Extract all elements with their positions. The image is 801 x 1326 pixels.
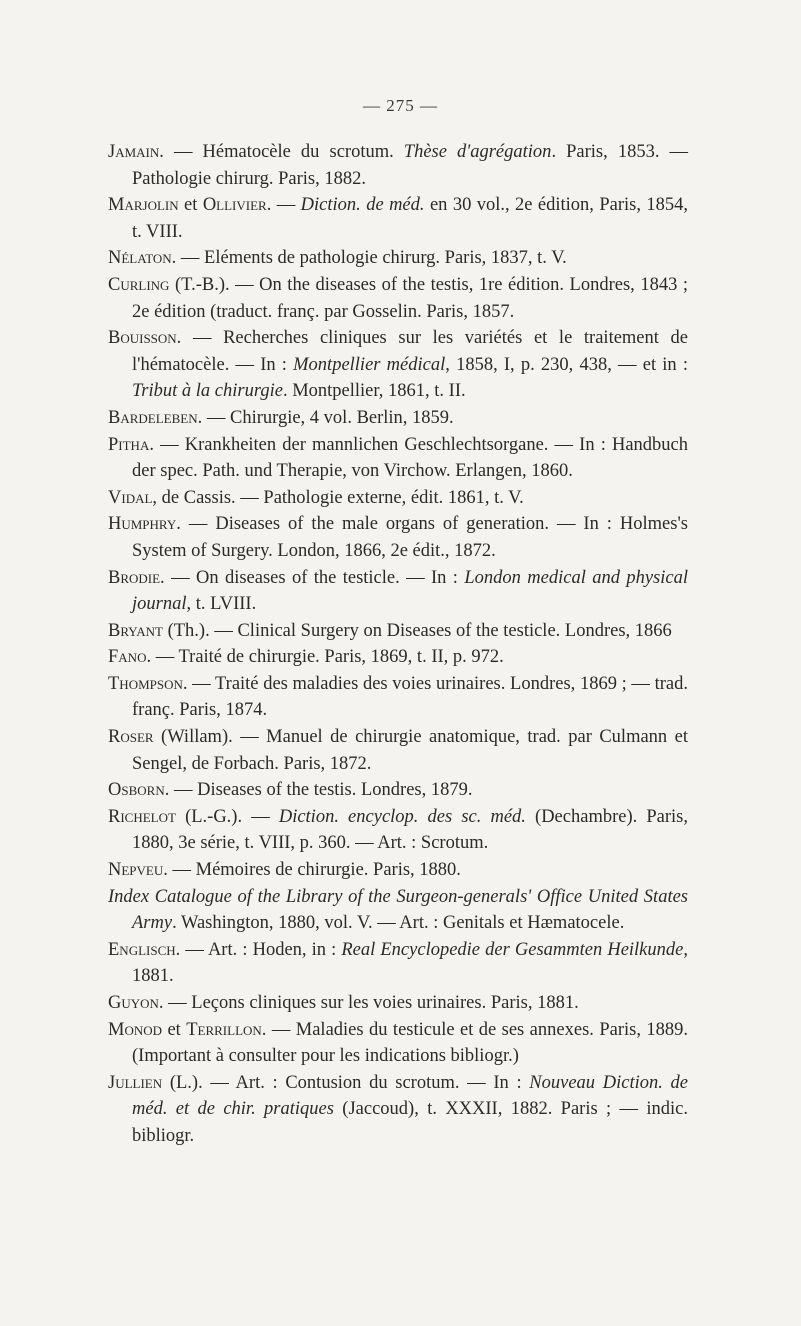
bib-entry bbox=[108, 724, 688, 777]
bib-text: . Paris, 1853. — Pathologie chirurg. Paris, 1882. bbox=[132, 142, 689, 189]
bib-author: Jamain. bbox=[108, 142, 164, 162]
bib-entry bbox=[108, 671, 688, 724]
bib-entry bbox=[108, 192, 688, 245]
bib-title: Montpellier médical bbox=[293, 354, 446, 375]
bib-author: Richelot bbox=[108, 806, 176, 827]
bib-author: Thompson. bbox=[108, 673, 188, 694]
bib-text: (L.). — Art. : Contusion du scrotum. — In : bbox=[162, 1072, 530, 1093]
bib-entry bbox=[108, 618, 688, 645]
bib-entry bbox=[108, 432, 688, 485]
bib-text: . — bbox=[266, 195, 301, 216]
bib-title: London medical and physical journal bbox=[132, 567, 688, 615]
bib-author: Curling bbox=[108, 274, 170, 295]
bibliography-list bbox=[108, 139, 688, 1150]
bib-entry bbox=[108, 644, 688, 671]
bib-text: (Th.). — Clinical Surgery on Diseases of the testicle. Londres, 1866 bbox=[162, 620, 672, 641]
bib-title: Real Encyclopedie der Gesammten Heilkunde bbox=[341, 939, 684, 960]
bib-author: Guyon. bbox=[108, 993, 164, 1013]
bib-entry bbox=[108, 405, 688, 432]
bib-author: Humphry. bbox=[108, 514, 181, 535]
bib-author: Pitha. bbox=[108, 434, 154, 455]
bib-text: — Diseases of the male organs of generation. — In : Holmes's System of Surgery. London, 1866, 2e édit., 1872. bbox=[132, 514, 688, 561]
page-number: — 275 — bbox=[363, 96, 438, 115]
bib-text: en 30 vol., 2e édition, Paris, 1854, t. VIII. bbox=[132, 195, 688, 242]
bib-title: Index Catalogue of the Library of the Surgeon-generals' Office United States Army bbox=[108, 886, 688, 934]
bib-author: Roser bbox=[108, 727, 154, 748]
bib-text: , 1858, I, p. 230, 438, — et in : bbox=[445, 354, 689, 375]
bib-author: Bouisson. bbox=[108, 328, 182, 349]
bib-entry bbox=[108, 245, 688, 272]
bib-entry bbox=[108, 990, 688, 1017]
bib-entry bbox=[108, 272, 688, 325]
bib-text: (Dechambre). Paris, 1880, 3e série, t. VIII, p. 360. — Art. : Scrotum. bbox=[132, 806, 688, 854]
bib-text: et bbox=[178, 195, 203, 216]
bib-entry bbox=[108, 485, 688, 512]
bib-text: — Traité de chirurgie. Paris, 1869, t. II, p. 972. bbox=[151, 647, 504, 668]
bib-author: Nepveu. bbox=[108, 860, 168, 881]
bib-entry bbox=[108, 511, 688, 564]
bib-entry bbox=[108, 139, 688, 192]
bib-entry bbox=[108, 565, 688, 618]
bib-entry bbox=[108, 1070, 688, 1150]
bib-text: de Cassis. — Pathologie externe, édit. 1861, t. V. bbox=[157, 487, 524, 508]
bib-text: (Willam). — Manuel de chirurgie anatomique, trad. par Culmann et Sengel, de Forbach. Paris, 1872. bbox=[132, 727, 688, 774]
bib-title: Nouveau Diction. de méd. et de chir. pratiques bbox=[132, 1072, 689, 1120]
bib-text: — Traité des maladies des voies urinaires. Londres, 1869 ; — trad. franç. Paris, 1874. bbox=[132, 673, 688, 721]
bib-author: Bryant bbox=[108, 620, 163, 641]
bib-entry bbox=[108, 1017, 688, 1070]
bib-entry bbox=[108, 857, 688, 884]
bib-author: Osborn. bbox=[108, 780, 170, 801]
bib-text: — Recherches cliniques sur les variétés et le traitement de l'hématocèle. — In : bbox=[132, 328, 688, 375]
bib-text: . — Maladies du testicule et de ses annexes. Paris, 1889. (Important à consulter pour les indications bibliogr.) bbox=[132, 1019, 688, 1067]
bib-text: , t. LVIII. bbox=[186, 594, 257, 615]
bib-text: (T.-B.). — On the diseases of the testis, 1re édition. Londres, 1843 ; 2e édition (traduct. franç. par Gosselin. Paris, 1857. bbox=[132, 274, 688, 322]
bib-text: — Eléments de pathologie chirurg. Paris, 1837, t. V. bbox=[176, 248, 567, 269]
bib-text: . Montpellier, 1861, t. II. bbox=[282, 381, 466, 402]
bib-text: — Chirurgie, 4 vol. Berlin, 1859. bbox=[202, 407, 454, 428]
bib-author: Brodie. bbox=[108, 567, 165, 588]
bib-title: Thèse d'agrégation bbox=[403, 142, 552, 162]
bib-author: Marjolin bbox=[108, 195, 179, 216]
bib-author: Fano. bbox=[108, 647, 152, 668]
bib-author: Englisch. bbox=[108, 939, 181, 960]
bib-title: Diction. de méd. bbox=[300, 195, 425, 216]
bib-text: — Hématocèle du scrotum. bbox=[163, 142, 404, 162]
bib-author: Jullien bbox=[108, 1072, 163, 1093]
bib-coauthor: Terrillon bbox=[186, 1019, 262, 1040]
bib-entry bbox=[108, 937, 688, 990]
bib-text: (L.-G.). — bbox=[175, 806, 279, 827]
bib-author: Monod bbox=[108, 1019, 163, 1040]
bib-text: et bbox=[162, 1019, 187, 1040]
bib-entry bbox=[108, 325, 688, 405]
bib-text: — Leçons cliniques sur les voies urinaires. Paris, 1881. bbox=[163, 993, 579, 1013]
bib-entry bbox=[108, 777, 688, 804]
bib-text: — On diseases of the testicle. — In : bbox=[164, 567, 465, 588]
bib-coauthor: Ollivier bbox=[202, 195, 267, 216]
bib-title: Tribut à la chirurgie bbox=[132, 381, 283, 402]
bib-title: Diction. encyclop. des sc. méd. bbox=[278, 806, 526, 827]
bib-text: (Jaccoud), t. XXXII, 1882. Paris ; — indic. bibliogr. bbox=[132, 1099, 688, 1146]
bib-author: Vidal, bbox=[108, 487, 158, 508]
bib-text: , 1881. bbox=[132, 939, 688, 987]
bib-text: — Mémoires de chirurgie. Paris, 1880. bbox=[167, 860, 461, 881]
bib-text: . Washington, 1880, vol. V. — Art. : Genitals et Hæmatocele. bbox=[172, 913, 625, 934]
bib-text: — Diseases of the testis. Londres, 1879. bbox=[169, 780, 473, 801]
bib-entry bbox=[108, 804, 688, 857]
bib-author: Nélaton. bbox=[108, 248, 177, 269]
bib-entry bbox=[108, 884, 688, 937]
bib-text: — Art. : Hoden, in : bbox=[180, 939, 342, 960]
bib-text: — Krankheiten der mannlichen Geschlechtsorgane. — In : Handbuch der spec. Path. und Therapie, von Virchow. Erlangen, 1860. bbox=[132, 434, 688, 482]
bib-author: Bardeleben. bbox=[108, 407, 203, 428]
